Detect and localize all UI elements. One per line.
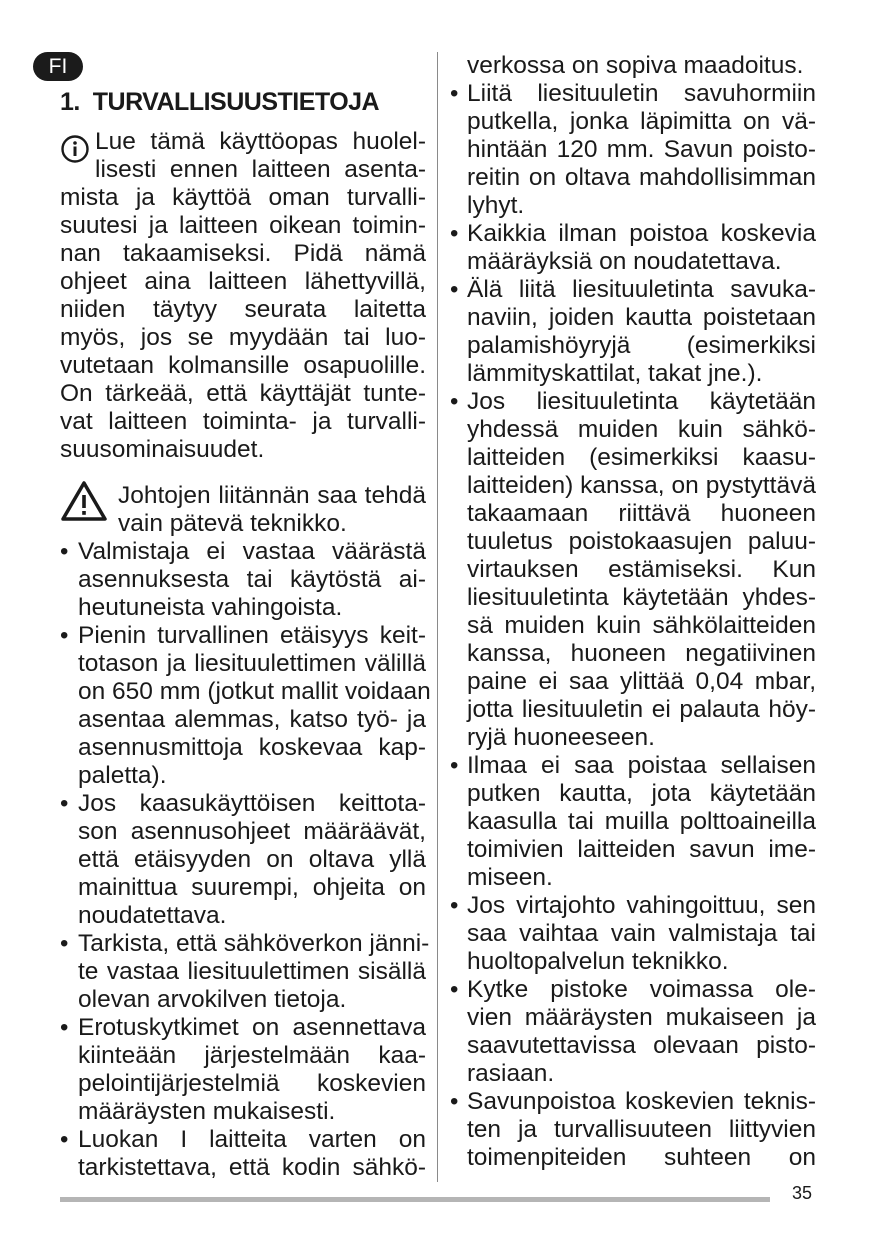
page-number: 35 <box>792 1183 813 1203</box>
left-bullet-line: on 650 mm (jotkut mallit voidaan <box>78 678 431 705</box>
left-bullet-line: son asennusohjeet määräävät, <box>78 818 426 845</box>
right-bullet-line: saavutettavissa olevaan pisto- <box>467 1032 816 1059</box>
right-bullet-line: sä muiden kuin sähkölaitteiden <box>467 612 816 639</box>
bullet-marker: • <box>60 790 69 817</box>
right-bullet-line: reitin on oltava mahdollisimman <box>467 164 816 191</box>
right-bullet-line: huoltopalvelun teknikko. <box>467 948 729 975</box>
left-bullet-line: että etäisyyden on oltava yllä <box>78 846 426 873</box>
right-bullet-line: rasiaan. <box>467 1060 555 1087</box>
intro-line: mista ja käyttöä oman turvalli- <box>60 184 426 211</box>
right-bullet-line: putkella, jonka läpimitta on vä- <box>467 108 816 135</box>
bullet-marker: • <box>450 892 459 919</box>
left-bullet-line: noudatettava. <box>78 902 227 929</box>
left-bullet-line: totason ja liesituulettimen välillä <box>78 650 426 677</box>
right-bullet-line: Jos virtajohto vahingoittuu, sen <box>467 892 816 919</box>
right-bullet-line: toimivien laitteiden savun ime- <box>467 836 816 863</box>
right-bullet-line: lyhyt. <box>467 192 525 219</box>
intro-line: myös, jos se myydään tai luo- <box>60 324 426 351</box>
right-bullet-line: miseen. <box>467 864 553 891</box>
intro-line: nan takaamiseksi. Pidä nämä <box>60 240 426 267</box>
column-divider <box>437 52 438 1182</box>
right-bullet-line: laitteiden) kanssa, on pystyttävä <box>467 472 816 499</box>
intro-line: suutesi ja laitteen oikean toimin- <box>60 212 426 239</box>
right-bullet-line: Liitä liesituuletin savuhormiin <box>467 80 816 107</box>
intro-line: Lue tämä käyttöopas huolel- <box>95 128 426 155</box>
left-bullet-line: paletta). <box>78 762 167 789</box>
section-heading: 1. TURVALLISUUSTIETOJA <box>60 88 380 116</box>
warning-line: vain pätevä teknikko. <box>118 510 347 537</box>
left-bullet-line: asennuksesta tai käytöstä ai- <box>78 566 426 593</box>
left-bullet-line: Jos kaasukäyttöisen keittota- <box>78 790 426 817</box>
right-bullet-line: liesituuletinta käytetään yhdes- <box>467 584 816 611</box>
intro-line: vutetaan kolmansille osapuolille. <box>60 352 426 379</box>
right-bullet-line: virtauksen estämiseksi. Kun <box>467 556 816 583</box>
bullet-marker: • <box>450 388 459 415</box>
right-bullet-line: lämmityskattilat, takat jne.). <box>467 360 763 387</box>
bullet-marker: • <box>450 276 459 303</box>
footer-rule <box>60 1197 770 1202</box>
left-bullet-line: Pienin turvallinen etäisyys keit- <box>78 622 426 649</box>
right-bullet-line: saa vaihtaa vain valmistaja tai <box>467 920 816 947</box>
right-bullet-line: Kaikkia ilman poistoa koskevia <box>467 220 816 247</box>
right-bullet-line: kanssa, huoneen negatiivinen <box>467 640 816 667</box>
right-bullet-line: hintään 120 mm. Savun poisto- <box>467 136 816 163</box>
left-bullet-line: Valmistaja ei vastaa väärästä <box>78 538 426 565</box>
right-bullet-line: ten ja turvallisuuteen liittyvien <box>467 1116 816 1143</box>
right-bullet-line: putken kautta, jota käytetään <box>467 780 816 807</box>
left-bullet-line: heutuneista vahingoista. <box>78 594 343 621</box>
right-bullet-line: paine ei saa ylittää 0,04 mbar, <box>467 668 816 695</box>
bullet-marker: • <box>60 930 69 957</box>
intro-line: niiden täytyy seurata laitetta <box>60 296 426 323</box>
intro-line: lisesti ennen laitteen asenta- <box>95 156 426 183</box>
bullet-marker: • <box>450 1088 459 1115</box>
intro-line: ohjeet aina laitteen lähettyvillä, <box>60 268 426 295</box>
intro-line: suusominaisuudet. <box>60 436 265 463</box>
intro-line: vat laitteen toiminta- ja turvalli- <box>60 408 426 435</box>
right-bullet-line: kaasulla tai muilla polttoaineilla <box>467 808 816 835</box>
right-bullet-line: ryjä huoneeseen. <box>467 724 655 751</box>
bullet-marker: • <box>450 220 459 247</box>
left-bullet-line: olevan arvokilven tietoja. <box>78 986 347 1013</box>
right-bullet-line: naviin, joiden kautta poistetaan <box>467 304 816 331</box>
right-bullet-line: palamishöyryjä (esimerkiksi <box>467 332 816 359</box>
warning-icon <box>60 480 108 522</box>
right-bullet-line: Jos liesituuletinta käytetään <box>467 388 816 415</box>
right-bullet-line: Ilmaa ei saa poistaa sellaisen <box>467 752 816 779</box>
right-bullet-line: määräyksiä on noudatettava. <box>467 248 782 275</box>
intro-line: On tärkeää, että käyttäjät tunte- <box>60 380 426 407</box>
left-bullet-line: Tarkista, että sähköverkon jänni- <box>78 930 430 957</box>
left-bullet-line: mainittua suurempi, ohjeita on <box>78 874 426 901</box>
left-bullet-line: Erotuskytkimet on asennettava <box>78 1014 426 1041</box>
left-bullet-line: määräysten mukaisesti. <box>78 1098 336 1125</box>
right-bullet-line: tuuletus poistokaasujen paluu- <box>467 528 816 555</box>
right-bullet-line: Älä liitä liesituuletinta savuka- <box>467 276 816 303</box>
right-continuation-line: verkossa on sopiva maadoitus. <box>467 52 804 79</box>
bullet-marker: • <box>60 1126 69 1153</box>
bullet-marker: • <box>60 1014 69 1041</box>
bullet-marker: • <box>450 976 459 1003</box>
bullet-marker: • <box>60 622 69 649</box>
bullet-marker: • <box>450 752 459 779</box>
info-icon <box>60 134 90 164</box>
right-bullet-line: laitteiden (esimerkiksi kaasu- <box>467 444 816 471</box>
left-bullet-line: te vastaa liesituulettimen sisällä <box>78 958 426 985</box>
right-bullet-line: toimenpiteiden suhteen on <box>467 1144 816 1171</box>
right-bullet-line: vien määräysten mukaiseen ja <box>467 1004 816 1031</box>
right-bullet-line: jotta liesituuletin ei palauta höy- <box>467 696 816 723</box>
left-bullet-line: kiinteään järjestelmään kaa- <box>78 1042 426 1069</box>
right-bullet-line: takaamaan riittävä huoneen <box>467 500 816 527</box>
left-bullet-line: pelointijärjestelmiä koskevien <box>78 1070 426 1097</box>
left-bullet-line: Luokan I laitteita varten on <box>78 1126 426 1153</box>
right-bullet-line: Kytke pistoke voimassa ole- <box>467 976 816 1003</box>
bullet-marker: • <box>450 80 459 107</box>
warning-line: Johtojen liitännän saa tehdä <box>118 482 426 509</box>
language-badge: FI <box>33 52 83 81</box>
left-bullet-line: tarkistettava, että kodin sähkö- <box>78 1154 426 1181</box>
right-bullet-line: yhdessä muiden kuin sähkö- <box>467 416 816 443</box>
bullet-marker: • <box>60 538 69 565</box>
right-bullet-line: Savunpoistoa koskevien teknis- <box>467 1088 816 1115</box>
left-bullet-line: asentaa alemmas, katso työ- ja <box>78 706 426 733</box>
left-bullet-line: asennusmittoja koskevaa kap- <box>78 734 426 761</box>
